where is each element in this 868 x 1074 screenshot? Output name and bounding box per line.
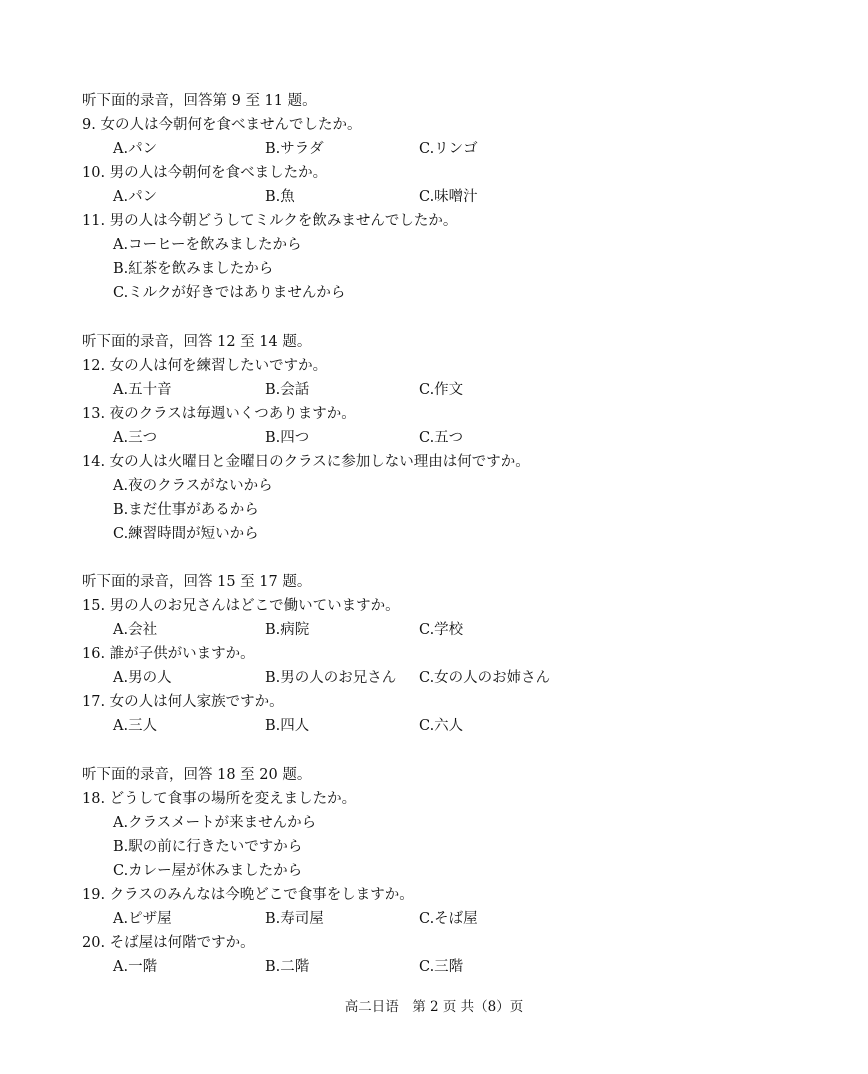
option-b: B.寿司屋 <box>265 911 324 927</box>
option-b: B.魚 <box>265 189 295 205</box>
option-b: B.男の人のお兄さん <box>265 670 397 686</box>
question-text: 19. クラスのみんなは今晩どこで食事をしますか。 <box>82 887 414 903</box>
question-text: 15. 男の人のお兄さんはどこで働いていますか。 <box>82 598 400 614</box>
option-a: A.会社 <box>113 622 158 638</box>
option-a: A.三つ <box>113 430 158 446</box>
question-text: 17. 女の人は何人家族ですか。 <box>82 694 284 710</box>
question-text: 20. そば屋は何階ですか。 <box>82 935 255 951</box>
page-footer: 高二日语 第 2 页 共（8）页 <box>344 999 524 1015</box>
options-row <box>113 620 813 640</box>
options-row <box>113 139 813 159</box>
option-c: C.女の人のお姉さん <box>419 670 551 686</box>
option-b: B.四人 <box>265 718 310 734</box>
question-text: 9. 女の人は今朝何を食べませんでしたか。 <box>82 117 362 133</box>
option-a: A.三人 <box>113 718 158 734</box>
options-row <box>113 957 813 977</box>
option-c: C.リンゴ <box>419 141 478 157</box>
option-a: A.五十音 <box>113 382 172 398</box>
options-row <box>113 428 813 448</box>
option-c: C.作文 <box>419 382 464 398</box>
option-c: C.六人 <box>419 718 464 734</box>
option-c: C.三階 <box>419 959 464 975</box>
options-row <box>113 909 813 929</box>
option-b: B.会話 <box>265 382 310 398</box>
option-a: A.パン <box>113 189 158 205</box>
option-c: C.味噌汁 <box>419 189 478 205</box>
section-instruction: 听下面的录音，回答 15 至 17 题。 <box>82 574 312 590</box>
option-c: C.学校 <box>419 622 464 638</box>
option-a: A.ピザ屋 <box>113 911 172 927</box>
section-instruction: 听下面的录音，回答 18 至 20 题。 <box>82 767 312 783</box>
option-c: C.そば屋 <box>419 911 478 927</box>
option-b: B.紅茶を飲みましたから <box>113 261 274 277</box>
option-c: C.ミルクが好きではありませんから <box>113 285 346 301</box>
option-a: A.パン <box>113 141 158 157</box>
option-b: B.二階 <box>265 959 310 975</box>
option-b: B.サラダ <box>265 141 324 157</box>
question-text: 12. 女の人は何を練習したいですか。 <box>82 358 328 374</box>
options-row <box>113 716 813 736</box>
option-c: C.五つ <box>419 430 464 446</box>
section-instruction: 听下面的录音，回答 12 至 14 题。 <box>82 334 312 350</box>
options-row <box>113 380 813 400</box>
question-text: 11. 男の人は今朝どうしてミルクを飲みませんでしたか。 <box>82 213 458 229</box>
question-text: 10. 男の人は今朝何を食べましたか。 <box>82 165 328 181</box>
option-c: C.カレー屋が休みましたから <box>113 863 303 879</box>
question-text: 18. どうして食事の場所を変えましたか。 <box>82 791 357 807</box>
option-b: B.駅の前に行きたいですから <box>113 839 303 855</box>
question-text: 16. 誰が子供がいますか。 <box>82 646 255 662</box>
question-text: 14. 女の人は火曜日と金曜日のクラスに参加しない理由は何ですか。 <box>82 454 530 470</box>
section-instruction: 听下面的录音，回答第 9 至 11 题。 <box>82 93 317 109</box>
option-a: A.クラスメートが来ませんから <box>113 815 317 831</box>
option-a: A.コーヒーを飲みましたから <box>113 237 302 253</box>
question-text: 13. 夜のクラスは毎週いくつありますか。 <box>82 406 356 422</box>
options-row <box>113 187 813 207</box>
option-a: A.一階 <box>113 959 158 975</box>
option-b: B.まだ仕事があるから <box>113 502 259 518</box>
option-b: B.四つ <box>265 430 310 446</box>
option-a: A.夜のクラスがないから <box>113 478 273 494</box>
option-b: B.病院 <box>265 622 310 638</box>
option-c: C.練習時間が短いから <box>113 526 259 542</box>
option-a: A.男の人 <box>113 670 172 686</box>
options-row <box>113 668 813 688</box>
